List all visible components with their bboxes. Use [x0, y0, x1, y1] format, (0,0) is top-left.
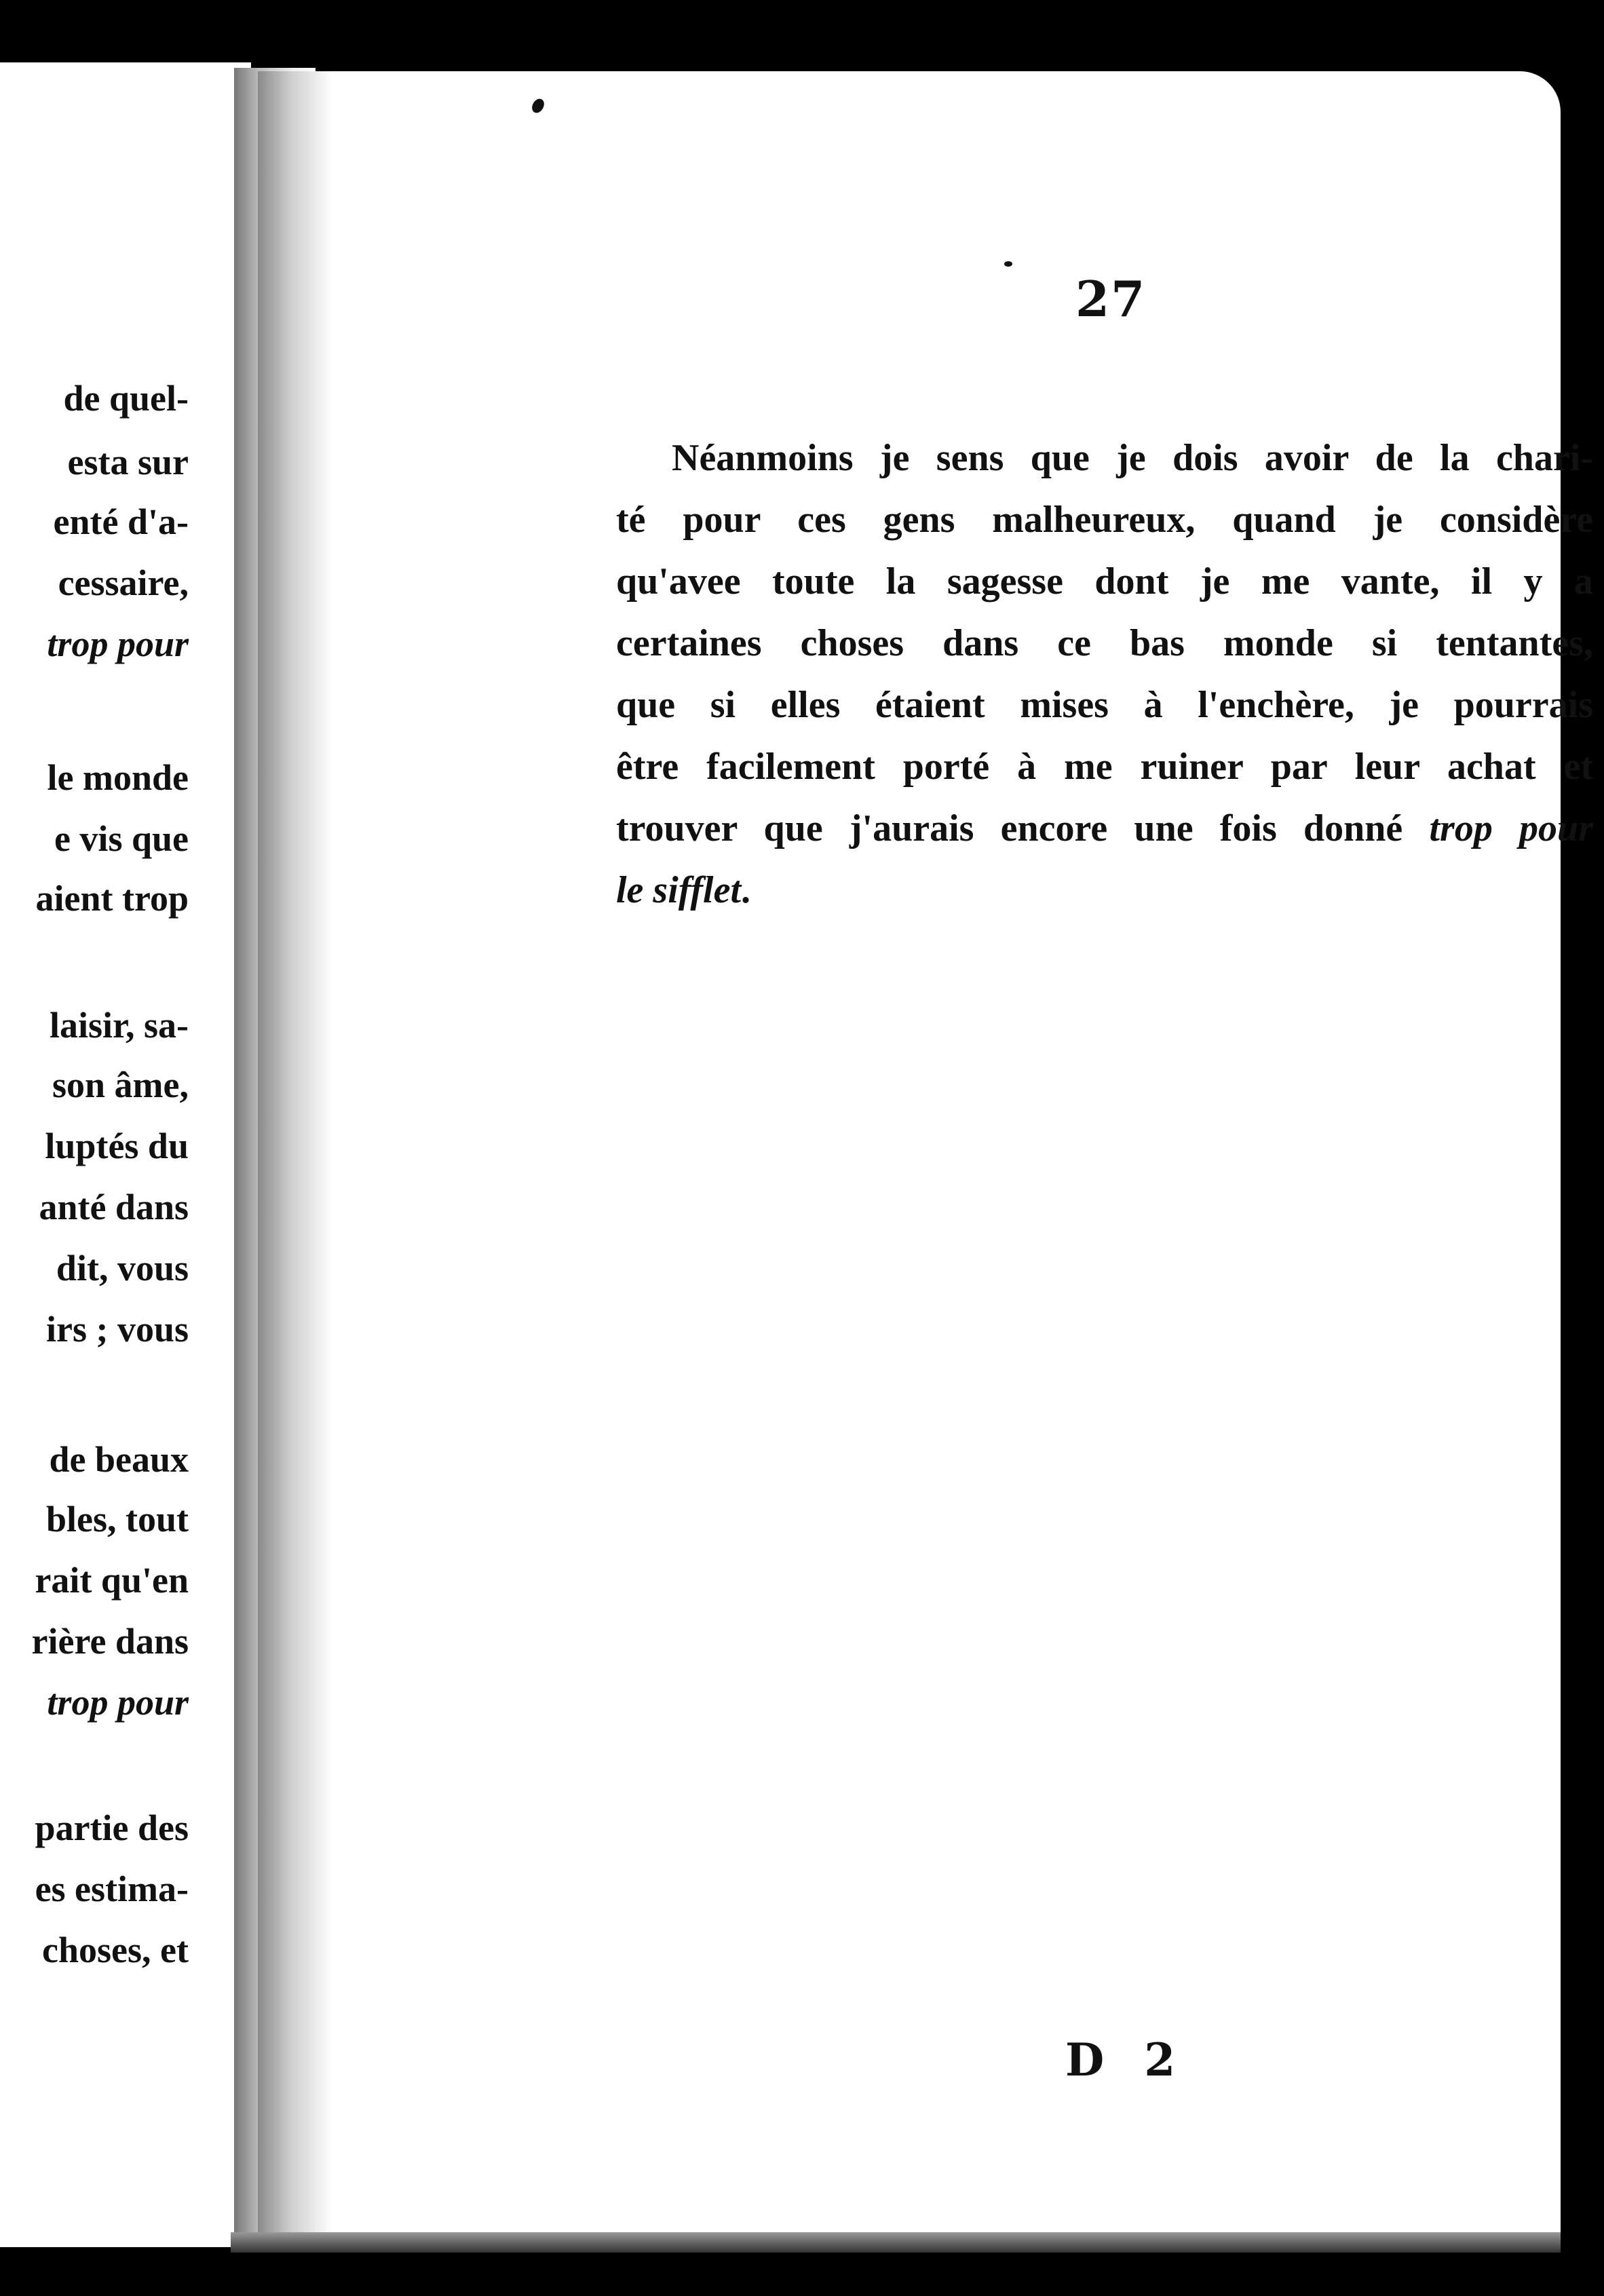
signature-mark: D 2: [1065, 2033, 1188, 2086]
gutter-shadow: [258, 71, 332, 2232]
italic-phrase: le sifflet: [616, 869, 742, 911]
paragraph: [616, 427, 1593, 921]
left-page-line: dit, vous: [56, 1248, 189, 1288]
text-line: être facilement porté à me ruiner par leur achat et: [616, 746, 1593, 788]
text-line-last: [616, 860, 1593, 921]
left-page-line: de quel-: [63, 378, 189, 419]
ink-speck: [530, 96, 547, 115]
page-bottom-edge: [231, 2232, 1561, 2253]
left-page-line: e vis que: [54, 818, 189, 859]
left-page-line: rière dans: [31, 1621, 189, 1662]
text-line: certaines choses dans ce bas monde si tentantes,: [616, 622, 1593, 664]
left-page-line: partie des: [35, 1807, 189, 1848]
left-page-line: irs ; vous: [45, 1309, 189, 1350]
left-page-line: esta sur: [67, 442, 189, 482]
text-line: qu'avee toute la sagesse dont je me vante, il y a: [616, 560, 1593, 602]
left-page-line: le monde: [47, 757, 189, 798]
page-number: 27: [1075, 270, 1147, 328]
left-page-line: luptés du: [45, 1126, 189, 1166]
left-page-line: trop pour: [47, 1682, 189, 1723]
text-line: té pour ces gens malheureux, quand je considère: [616, 499, 1593, 541]
left-page-line: son âme,: [52, 1065, 189, 1105]
text-segment: trouver que j'aurais encore une fois donné: [616, 807, 1403, 849]
left-page-line: bles, tout: [45, 1499, 189, 1539]
left-page-line: cessaire,: [58, 562, 189, 603]
left-page-line: aient trop: [35, 878, 189, 919]
text-line-with-italic: [616, 798, 1593, 860]
text-line: que si elles étaient mises à l'enchère, je pourrais: [616, 684, 1593, 726]
italic-phrase: trop pour: [1429, 807, 1593, 849]
left-page-line: es estima-: [35, 1869, 189, 1909]
final-punctuation: .: [741, 869, 751, 911]
left-page-line: trop pour: [47, 624, 189, 664]
text-line: Néanmoins je sens que je dois avoir de la chari-: [672, 437, 1593, 479]
left-page-line: choses, et: [42, 1930, 189, 1970]
right-page: [258, 71, 1593, 2232]
ink-speck: [1004, 261, 1012, 267]
left-page-line: anté dans: [39, 1187, 189, 1227]
left-page: [0, 62, 251, 2247]
left-page-line: laisir, sa-: [49, 1005, 189, 1046]
left-page-line: enté d'a-: [53, 501, 189, 542]
left-page-line: rait qu'en: [35, 1560, 189, 1601]
left-page-line: de beaux: [49, 1439, 189, 1480]
